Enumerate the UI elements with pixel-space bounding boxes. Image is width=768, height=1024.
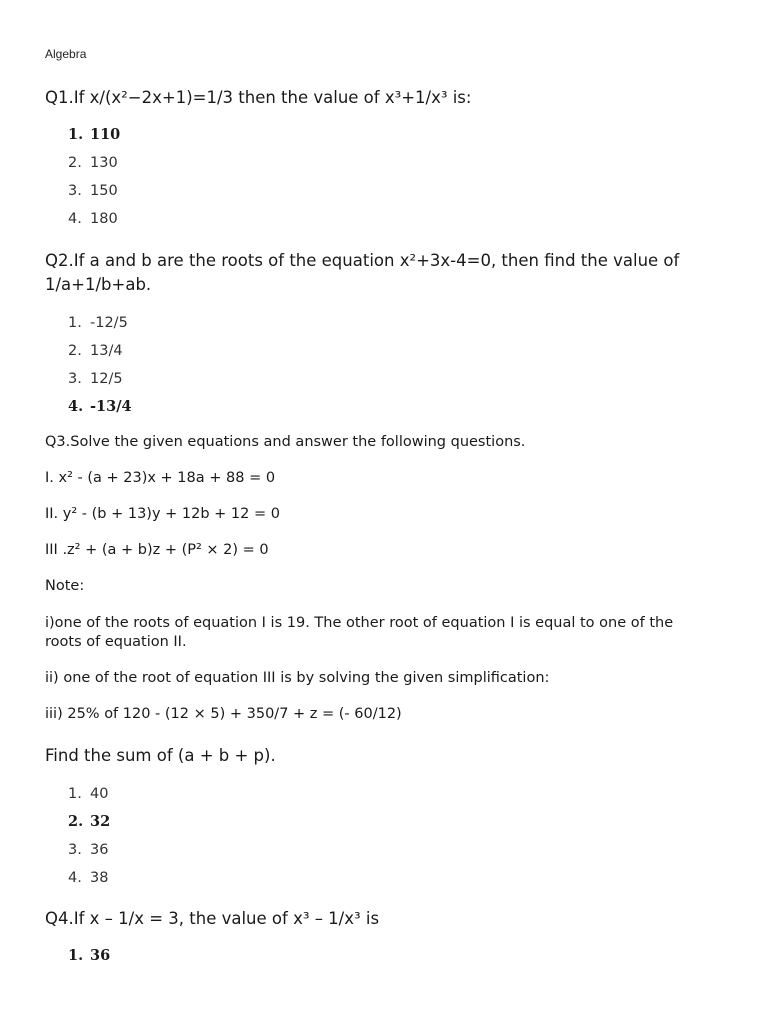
q3-option-4: 4. 38 <box>68 870 109 886</box>
option-label: 130 <box>90 155 118 171</box>
note-label: Note: <box>45 578 85 594</box>
q3-option-3: 3. 36 <box>68 842 109 858</box>
option-label: -13/4 <box>90 398 132 415</box>
option-label: 13/4 <box>90 343 123 359</box>
option-label: 180 <box>90 211 118 227</box>
option-label: 12/5 <box>90 371 123 387</box>
q1-option-3: 3. 150 <box>68 183 118 199</box>
question-4-options <box>68 942 110 970</box>
document-header: Algebra <box>45 47 87 61</box>
question-3-text: Q3.Solve the given equations and answer the following questions. <box>45 434 526 450</box>
note-2: ii) one of the root of equation III is by solving the given simplification: <box>45 670 550 686</box>
option-label: 40 <box>90 786 109 802</box>
q1-option-4: 4. 180 <box>68 211 118 227</box>
question-2-options <box>68 309 132 421</box>
option-label: 32 <box>90 813 111 830</box>
question-4-text: Q4.If x – 1/x = 3, the value of x³ – 1/x³ is <box>45 909 380 928</box>
q1-option-1: 1. 110 <box>68 126 121 143</box>
option-label: 150 <box>90 183 118 199</box>
q3-option-2: 2. 32 <box>68 813 111 830</box>
q2-option-3: 3. 12/5 <box>68 371 123 387</box>
q4-option-1: 1. 36 <box>68 947 111 964</box>
option-label: -12/5 <box>90 315 128 331</box>
equation-3: III .z² + (a + b)z + (P² × 2) = 0 <box>45 542 269 558</box>
option-label: 38 <box>90 870 109 886</box>
question-2-text: Q2.If a and b are the roots of the equation x²+3x-4=0, then find the value of 1/a+1/b+ab. <box>45 251 680 294</box>
question-3-find: Find the sum of (a + b + p). <box>45 746 276 765</box>
question-1-text: Q1.If x/(x²−2x+1)=1/3 then the value of x³+1/x³ is: <box>45 88 472 107</box>
q2-option-2: 2. 13/4 <box>68 343 123 359</box>
q2-option-1: 1. -12/5 <box>68 315 128 331</box>
note-1: i)one of the roots of equation I is 19. The other root of equation I is equal to one of the roots of equation II. <box>45 615 674 650</box>
equation-1: I. x² - (a + 23)x + 18a + 88 = 0 <box>45 470 276 486</box>
option-label: 36 <box>90 842 109 858</box>
q2-option-4: 4. -13/4 <box>68 398 132 415</box>
question-1-options <box>68 121 120 233</box>
equation-2: II. y² - (b + 13)y + 12b + 12 = 0 <box>45 506 280 522</box>
option-label: 36 <box>90 947 111 964</box>
q3-option-1: 1. 40 <box>68 786 109 802</box>
question-3-options <box>68 780 110 892</box>
note-3: iii) 25% of 120 - (12 × 5) + 350/7 + z = (- 60/12) <box>45 706 402 722</box>
q1-option-2: 2. 130 <box>68 155 118 171</box>
option-label: 110 <box>90 126 121 143</box>
